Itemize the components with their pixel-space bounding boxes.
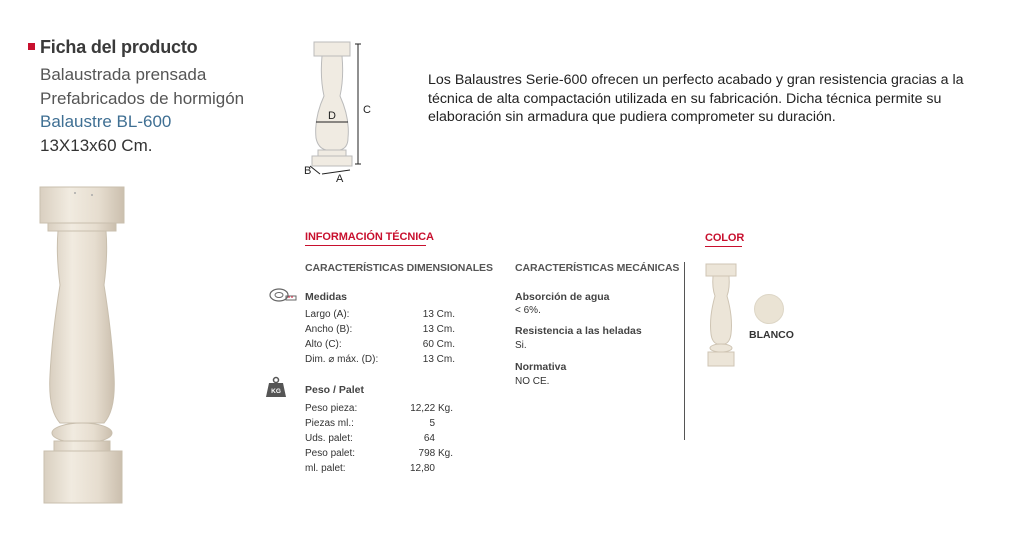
- medidas-table: [305, 307, 455, 367]
- table-row: Peso palet: 798 Kg.: [305, 448, 453, 459]
- normativa-label: Normativa: [515, 361, 567, 373]
- heladas-label: Resistencia a las heladas: [515, 325, 642, 337]
- table-row: ml. palet: 12,80: [305, 463, 435, 474]
- product-size: 13X13x60 Cm.: [40, 136, 153, 155]
- product-category: Balaustrada prensada: [40, 65, 207, 84]
- peso-table: [305, 401, 453, 476]
- table-row: Piezas ml.: 5: [305, 418, 435, 429]
- color-heading: COLOR: [705, 232, 745, 244]
- color-heading-underline: [705, 246, 742, 247]
- peso-label: Peso / Palet: [305, 384, 364, 396]
- weight-icon: [265, 376, 287, 398]
- product-name: Balaustre BL-600: [40, 112, 172, 131]
- baluster-thumbnail: [703, 262, 739, 368]
- product-description: Los Balaustres Serie-600 ofrecen un perfecto acabado y gran resistencia gracias a la técnica de alta compactación utilizada en su fabricación. Dicha técnica permite su elaboración sin armadura que pudiera comprometer su duración.: [428, 72, 964, 125]
- dimension-diagram: [300, 38, 390, 186]
- title-bullet: [28, 43, 35, 50]
- page-title: Ficha del producto: [40, 37, 198, 57]
- mechanical-heading: CARACTERÍSTICAS MECÁNICAS: [515, 262, 680, 274]
- heladas-value: Si.: [515, 340, 527, 351]
- color-name: BLANCO: [749, 329, 794, 341]
- normativa-value: NO CE.: [515, 376, 550, 387]
- table-row: Dim. ⌀ máx. (D): 13 Cm.: [305, 354, 455, 365]
- baluster-photo: [30, 185, 140, 505]
- table-row: Uds. palet: 64: [305, 433, 435, 444]
- label-c: C: [363, 104, 371, 116]
- label-a: A: [336, 173, 344, 185]
- dimensional-heading: CARACTERÍSTICAS DIMENSIONALES: [305, 262, 493, 274]
- svg-text:KG: KG: [271, 388, 281, 395]
- table-row: Peso pieza: 12,22 Kg.: [305, 403, 453, 414]
- label-b: B: [304, 165, 312, 177]
- tech-heading-underline: [305, 245, 426, 246]
- tape-measure-icon: [268, 287, 298, 303]
- tech-heading: INFORMACIÓN TÉCNICA: [305, 231, 434, 243]
- color-swatch[interactable]: [754, 294, 784, 324]
- absorcion-value: < 6%.: [515, 305, 541, 316]
- table-row: Alto (C): 60 Cm.: [305, 339, 455, 350]
- absorcion-label: Absorción de agua: [515, 291, 610, 303]
- table-row: Largo (A): 13 Cm.: [305, 309, 455, 320]
- table-row: Ancho (B): 13 Cm.: [305, 324, 455, 335]
- column-divider: [684, 262, 685, 440]
- label-d: D: [328, 110, 336, 122]
- product-family: Prefabricados de hormigón: [40, 89, 245, 108]
- medidas-label: Medidas: [305, 291, 348, 303]
